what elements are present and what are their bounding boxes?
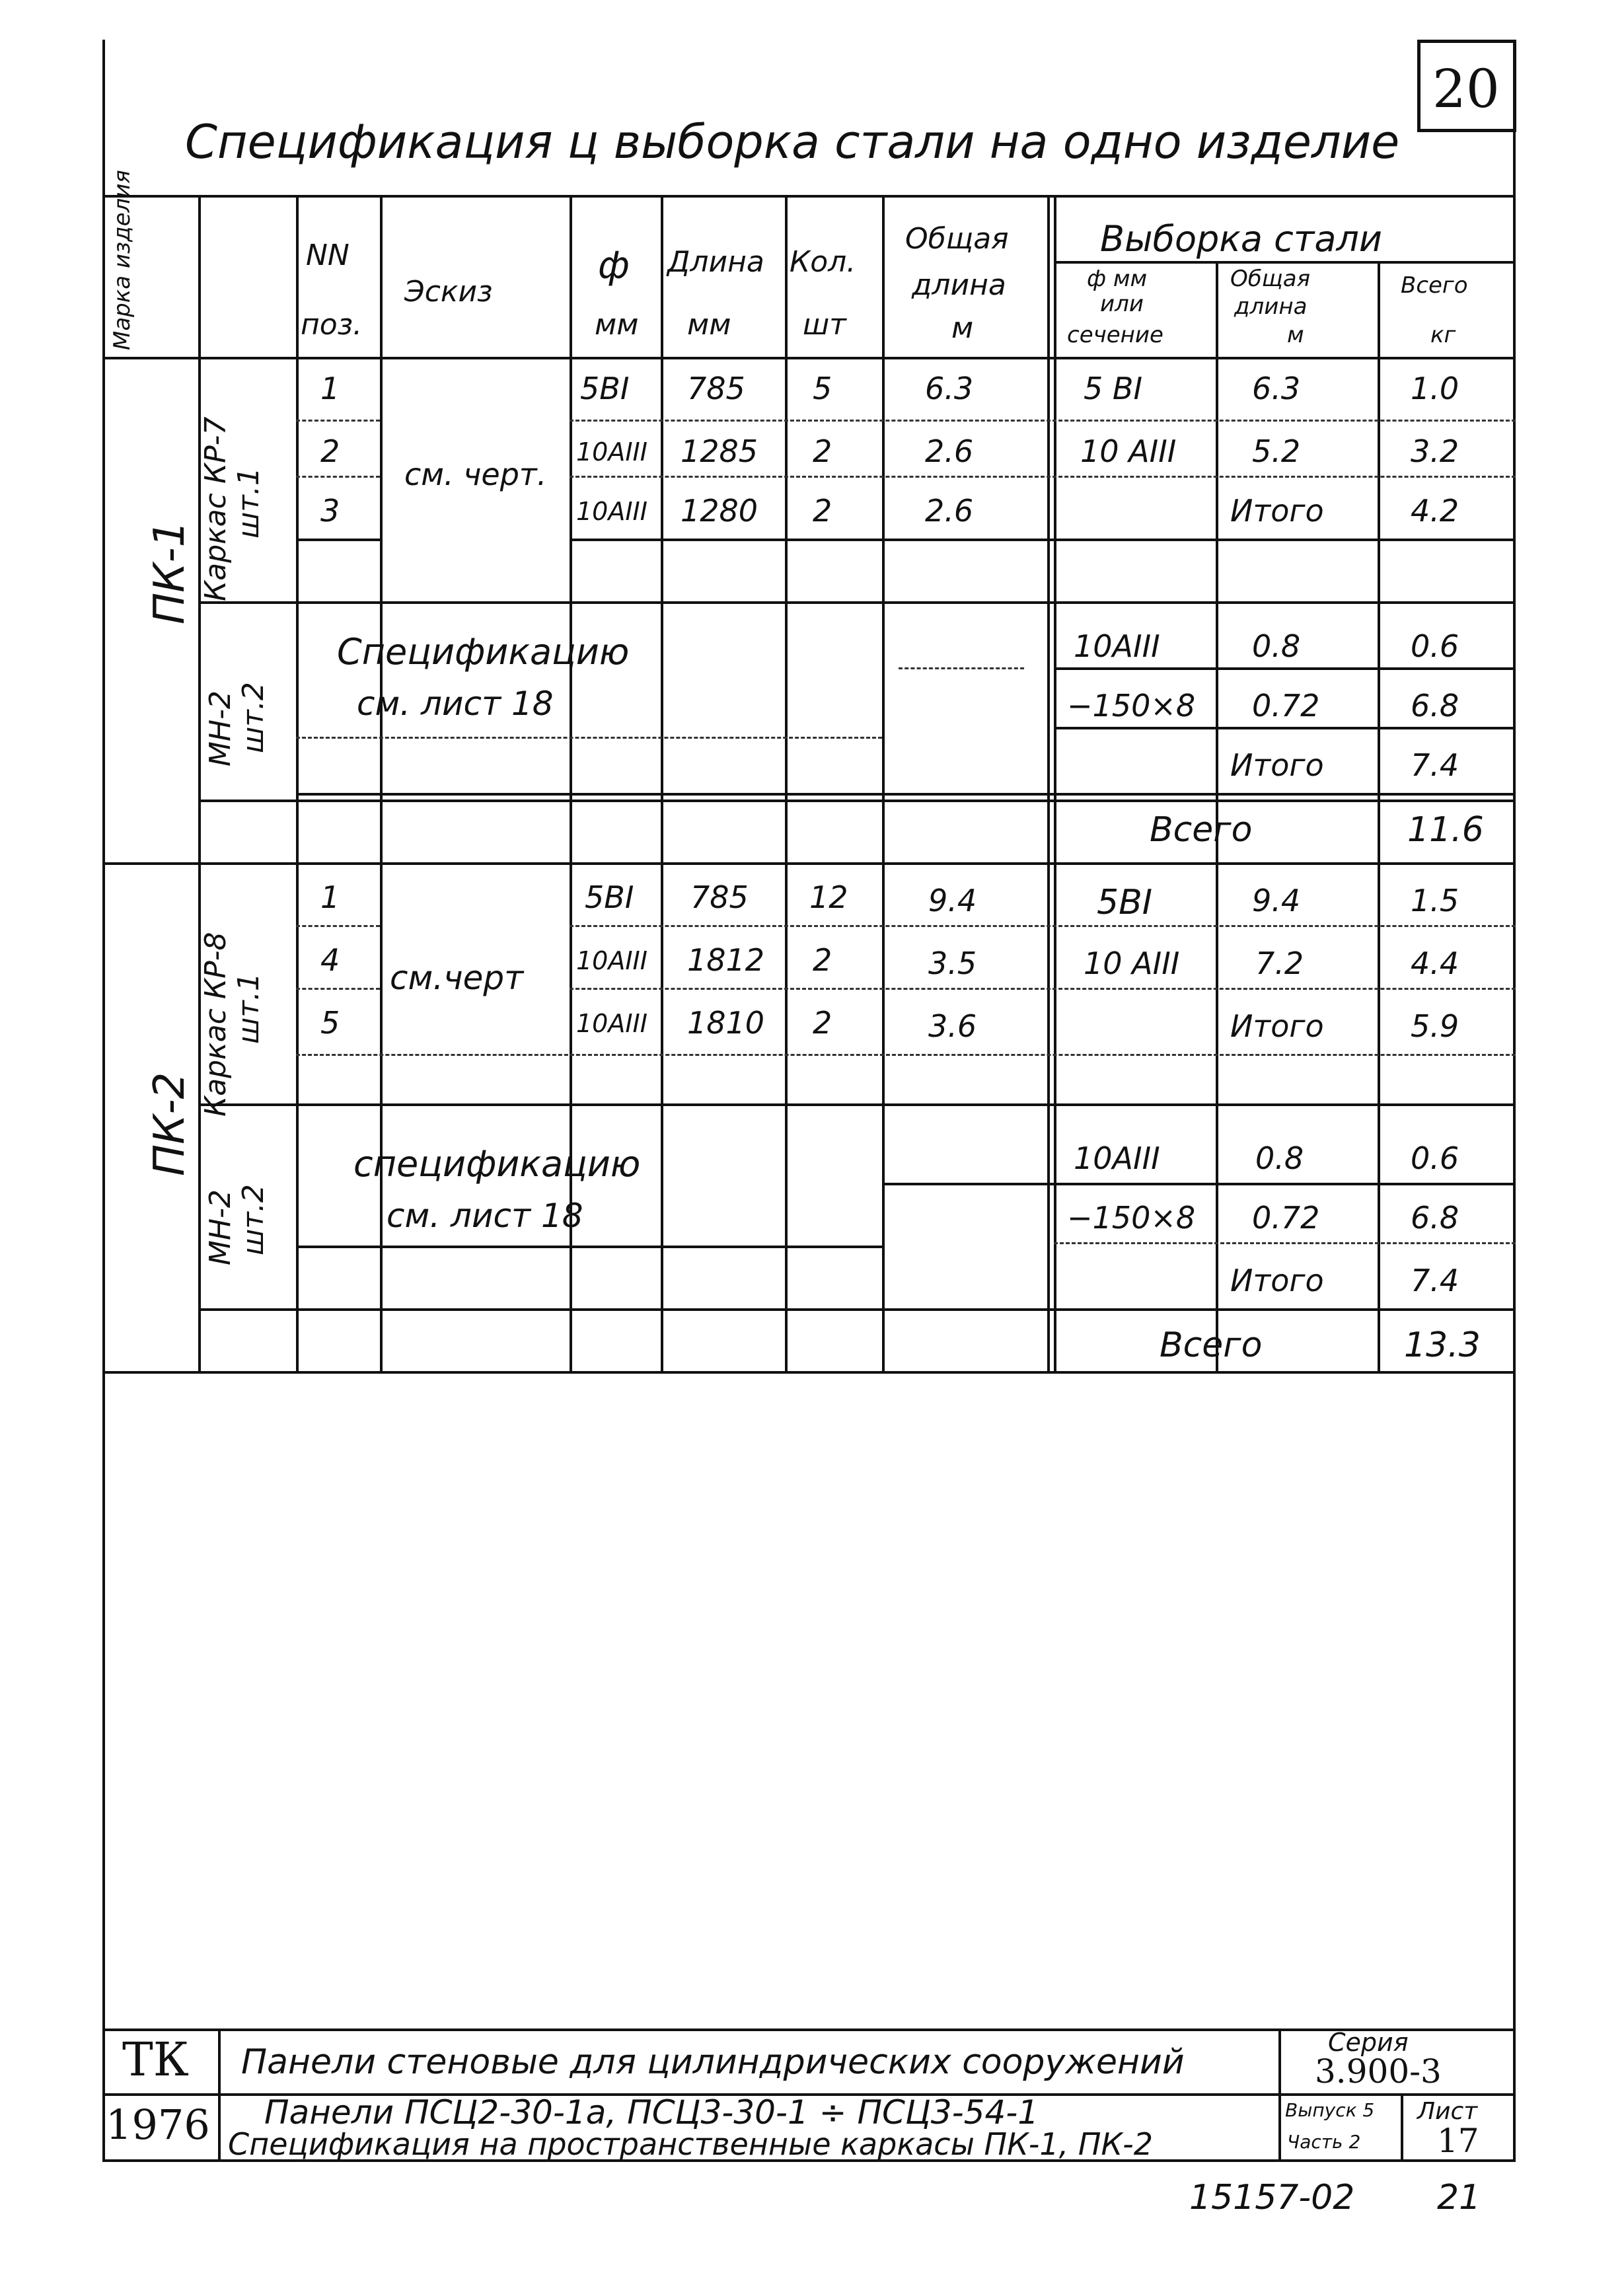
sel-len: 5.2 [1252, 433, 1301, 469]
row-line [570, 539, 1516, 541]
pk1-karkas-name: Каркас КР-7 [199, 416, 233, 601]
pk1-spec-line2: см. лист 18 [357, 685, 554, 723]
header-bottom [102, 357, 1516, 359]
phi: 10АIII [576, 437, 647, 466]
stamp-col [218, 2029, 221, 2161]
pk1-karkas-qty: шт.1 [232, 467, 266, 539]
header-obsh-1: Общая [905, 222, 1009, 256]
header-sub-phi-2: или [1100, 291, 1144, 317]
col-line [198, 195, 201, 1373]
pk2-mn-qty: шт.2 [237, 1184, 270, 1255]
row-line [570, 925, 1516, 927]
row-line [296, 925, 380, 927]
pk1-mn-row-phi: −150×8 [1067, 688, 1196, 724]
header-eskiz: Эскиз [404, 275, 493, 309]
header-nn-top: NN [306, 239, 350, 272]
sel-len: Итого [1230, 493, 1324, 529]
length: 1285 [681, 433, 758, 469]
row-line [570, 476, 1516, 478]
length: 785 [690, 879, 749, 915]
pos: 2 [320, 433, 340, 469]
table-bottom [102, 1371, 1516, 1374]
pk1-vsego-value: 11.6 [1407, 810, 1484, 850]
total: 2.6 [925, 493, 974, 529]
col-line [1378, 261, 1380, 1373]
header-marka: Марка изделия [109, 170, 135, 350]
sel-wt: 4.2 [1411, 493, 1459, 529]
total: 6.3 [925, 371, 974, 406]
header-nn-bot: поз. [301, 308, 363, 342]
section-divider [102, 862, 1516, 865]
row-line [296, 539, 380, 541]
length: 1280 [681, 493, 758, 529]
stamp-line1: Панели стеновые для цилиндрических сооружений [241, 2042, 1185, 2082]
header-kol-top: Кол. [790, 245, 856, 279]
row-line [296, 1054, 1516, 1056]
sel-wt: 1.0 [1411, 371, 1459, 406]
stamp-year: 1976 [106, 2101, 210, 2149]
sel-phi: 10 АIII [1084, 946, 1180, 981]
col-line [785, 195, 788, 1373]
phi: 5ВI [580, 371, 630, 406]
pk2-mn-row-len: Итого [1230, 1263, 1324, 1298]
page-title: Спецификация ц выборка стали на одно изделие [185, 115, 1400, 169]
header-dlina-bot: мм [687, 308, 731, 342]
header-vyborka: Выборка стали [1100, 218, 1383, 260]
phi: 5ВI [585, 879, 634, 915]
pk1-label: ПК-1 [145, 520, 194, 624]
stamp-vypusk: Выпуск 5 [1285, 2099, 1375, 2121]
pk2-vsego-value: 13.3 [1404, 1325, 1481, 1365]
col-line [1054, 195, 1056, 1373]
pk2-label: ПК-2 [145, 1072, 194, 1176]
row-line [296, 420, 380, 422]
pk2-sketch: см.черт [390, 959, 524, 997]
pk2-vsego-label: Всего [1160, 1325, 1263, 1365]
pk1-sketch: см. черт. [404, 457, 547, 492]
sheet-number: 20 [1432, 58, 1500, 120]
pk2-spec-line2: см. лист 18 [387, 1197, 583, 1235]
frame-top-table [102, 195, 1516, 198]
row-line [296, 1246, 882, 1248]
length: 1812 [687, 942, 765, 978]
qty: 2 [813, 433, 832, 469]
row-line [1054, 667, 1516, 670]
header-phi-top: ф [598, 244, 630, 287]
stamp-list-value: 17 [1437, 2122, 1479, 2160]
pk2-mn-row-wt: 6.8 [1411, 1200, 1459, 1236]
phi: 10АIII [576, 1009, 647, 1038]
length: 1810 [687, 1005, 765, 1041]
dash-mark [899, 667, 1024, 669]
stamp-col [1401, 2093, 1403, 2161]
pos: 1 [320, 371, 340, 406]
total: 2.6 [925, 433, 974, 469]
header-sub-wt-1: Всего [1401, 272, 1468, 299]
pk2-mn-row-phi: 10АIII [1074, 1140, 1160, 1176]
pk1-mn-row-wt: 0.6 [1411, 628, 1459, 664]
sheet-number-box [1417, 40, 1516, 132]
sel-wt: 1.5 [1411, 883, 1459, 918]
pk2-mn-row-len: 0.72 [1252, 1200, 1320, 1236]
pos: 4 [320, 942, 340, 978]
header-sub-len-2: длина [1234, 293, 1308, 320]
footer-code: 15157-02 [1189, 2178, 1355, 2217]
sel-wt: 3.2 [1411, 433, 1459, 469]
row-line [296, 793, 1516, 796]
pk1-vsego-label: Всего [1150, 810, 1253, 850]
pk1-spec-line1: Спецификацию [337, 631, 630, 673]
row-line [1054, 727, 1516, 729]
header-obsh-3: м [951, 311, 974, 345]
sel-len: 6.3 [1252, 371, 1301, 406]
header-obsh-2: длина [912, 268, 1006, 302]
sel-len: 9.4 [1252, 883, 1301, 918]
row-line [296, 737, 882, 739]
col-line [882, 195, 885, 1373]
col-line [661, 195, 663, 1373]
sel-wt: 4.4 [1411, 946, 1459, 981]
stamp-col [1278, 2029, 1281, 2161]
pk1-mn-row-phi: 10АIII [1074, 628, 1160, 664]
row-line [198, 1103, 1516, 1106]
pk2-mn-row-phi: −150×8 [1067, 1200, 1196, 1236]
pos: 1 [320, 879, 340, 915]
footer-page: 21 [1437, 2178, 1481, 2217]
pk2-mn-row-len: 0.8 [1255, 1140, 1304, 1176]
qty: 2 [813, 942, 832, 978]
pk1-mn-row-wt: 6.8 [1411, 688, 1459, 724]
stamp-seriya-value: 3.900-3 [1315, 2052, 1442, 2091]
pk1-mn-row-len: 0.72 [1252, 688, 1320, 724]
stamp-list-label: Лист [1417, 2098, 1478, 2125]
pk2-mn-row-wt: 0.6 [1411, 1140, 1459, 1176]
stamp-line3: Спецификация на пространственные каркасы ПК-1, ПК-2 [228, 2126, 1153, 2162]
total: 3.6 [928, 1008, 977, 1044]
sel-phi: 5ВI [1097, 883, 1153, 922]
phi: 10АIII [576, 497, 647, 526]
pk1-mn-row-wt: 7.4 [1411, 747, 1459, 783]
header-subline [1054, 261, 1516, 264]
total: 3.5 [928, 946, 977, 981]
pk2-mn-row-wt: 7.4 [1411, 1263, 1459, 1298]
pk1-mn-name: МН-2 [203, 690, 237, 766]
row-line [296, 988, 380, 990]
sel-phi: 5 ВI [1084, 371, 1143, 406]
pk2-karkas-qty: шт.1 [232, 973, 266, 1044]
stamp-org: ТК [122, 2032, 189, 2087]
row-line [570, 988, 1516, 990]
header-sub-len-1: Общая [1230, 266, 1311, 292]
stamp-line2: Панели ПСЦ2-30-1а, ПСЦ3-30-1 ÷ ПСЦ3-54-1 [264, 2093, 1039, 2132]
length: 785 [687, 371, 745, 406]
header-sub-wt-2: кг [1430, 322, 1456, 348]
sel-wt: 5.9 [1411, 1008, 1459, 1044]
pk2-spec-line1: спецификацию [353, 1143, 641, 1185]
row-line [882, 1183, 1516, 1185]
stamp-top [102, 2029, 1516, 2031]
row-line [570, 420, 1516, 422]
header-sub-phi-1: ф мм [1087, 266, 1148, 292]
qty: 2 [813, 493, 832, 529]
pk1-mn-row-len: 0.8 [1252, 628, 1301, 664]
sel-phi: 10 АIII [1080, 433, 1177, 469]
qty: 5 [813, 371, 832, 406]
row-line [198, 1308, 1516, 1311]
pk2-mn-name: МН-2 [203, 1189, 237, 1265]
stamp-chast: Часть 2 [1287, 2131, 1361, 2153]
total: 9.4 [928, 883, 977, 918]
phi: 10АIII [576, 946, 647, 975]
stamp-seriya-label: Серия [1328, 2028, 1409, 2057]
pos: 3 [320, 493, 340, 529]
pos: 5 [320, 1005, 340, 1041]
header-kol-bot: шт [803, 308, 846, 342]
pk1-mn-row-len: Итого [1230, 747, 1324, 783]
header-dlina-top: Длина [667, 245, 764, 279]
header-sub-len-3: м [1287, 322, 1304, 348]
row-line [198, 800, 1516, 802]
col-line [296, 195, 299, 1373]
sel-len: 7.2 [1255, 946, 1304, 981]
sel-len: Итого [1230, 1008, 1324, 1044]
row-line [198, 601, 1516, 604]
qty: 2 [813, 1005, 832, 1041]
pk2-karkas-name: Каркас КР-8 [199, 932, 233, 1117]
row-line [296, 476, 380, 478]
header-phi-bot: мм [595, 308, 639, 342]
col-line [380, 195, 383, 1373]
row-line [1054, 1242, 1516, 1244]
pk1-mn-qty: шт.2 [237, 682, 270, 753]
qty: 12 [809, 879, 848, 915]
col-line [1047, 195, 1050, 1373]
header-sub-phi-3: сечение [1067, 322, 1163, 348]
